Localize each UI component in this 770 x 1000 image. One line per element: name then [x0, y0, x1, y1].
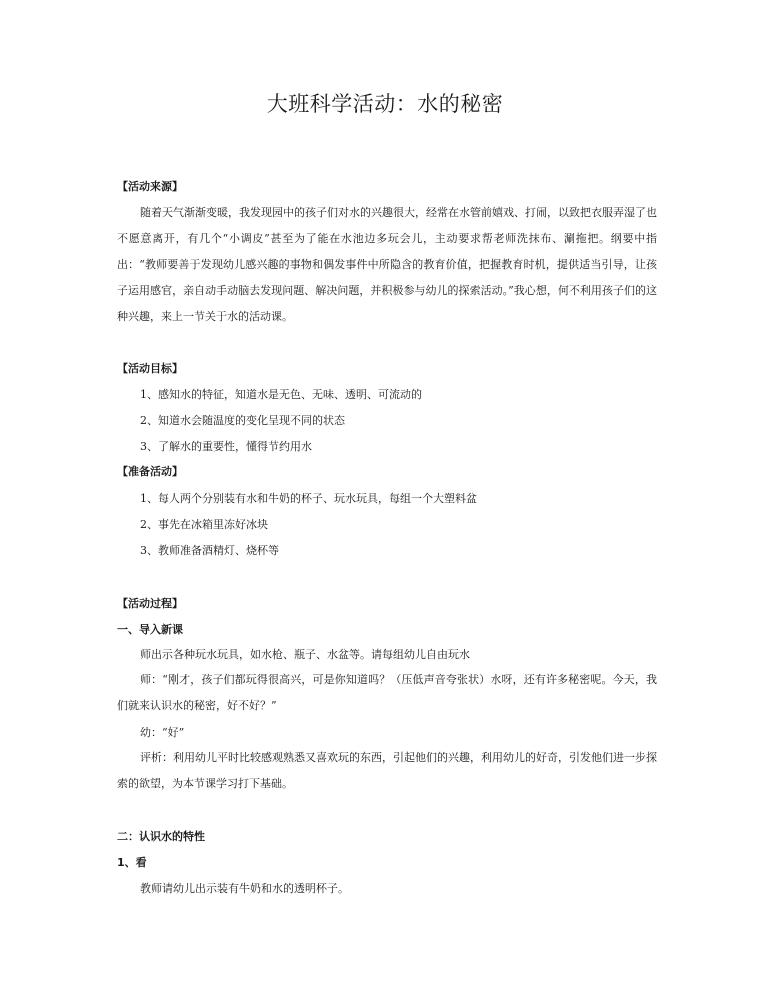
look-line-1: 教师请幼儿出示装有牛奶和水的透明杯子。 [140, 882, 349, 895]
section-heading-prep: 【准备活动】 [117, 465, 183, 478]
intro-line-2: 师：“刚才，孩子们都玩得很高兴，可是你知道吗？（压低声音夸张状）水呀，还有许多秘密呢。今天，我们就来认识水的秘密，好不好？” [117, 673, 657, 712]
intro-line-3: 幼：“好” [140, 726, 185, 739]
prep-item-2: 2、事先在冰箱里冻好冰块 [140, 518, 268, 531]
prep-item-1: 1、每人两个分别装有水和牛奶的杯子、玩水玩具，每组一个大塑料盆 [140, 492, 477, 505]
section-heading-source: 【活动来源】 [117, 180, 183, 193]
goal-item-2: 2、知道水会随温度的变化呈现不同的状态 [140, 414, 345, 427]
goal-item-1: 1、感知水的特征，知道水是无色、无味、透明、可流动的 [140, 388, 422, 401]
page-title: 大班科学活动：水的秘密 [266, 92, 504, 116]
section-heading-process: 【活动过程】 [117, 597, 183, 610]
subsection-heading-intro: 一、导入新课 [117, 623, 183, 636]
subsection-item-look: 1、看 [117, 856, 147, 869]
prep-item-3: 3、教师准备酒精灯、烧杯等 [140, 544, 279, 557]
intro-line-1: 师出示各种玩水玩具，如水枪、瓶子、水盆等。请每组幼儿自由玩水 [140, 648, 470, 661]
section-heading-goals: 【活动目标】 [117, 362, 183, 375]
intro-commentary: 评析：利用幼儿平时比较感观熟悉又喜欢玩的东西，引起他们的兴趣，利用幼儿的好奇，引发他们进一步探索的欲望，为本节课学习打下基础。 [117, 751, 657, 790]
source-paragraph: 随着天气渐渐变暖，我发现园中的孩子们对水的兴趣很大，经常在水管前嬉戏、打闹，以致把衣服弄湿了也不愿意离开，有几个“小调皮”甚至为了能在水池边多玩会儿，主动要求帮老师洗抹布、涮拖把。纲要中指出：“教师要善于发现幼儿感兴趣的事物和偶发事件中所隐含的教育价值，把握教育时机，提供适当引导，让孩子运用感官，亲自动手动脑去发现问题、解决问题，并积极参与幼儿的探索活动。”我心想，何不利用孩子们的这种兴趣，来上一节关于水的活动课。 [117, 206, 657, 323]
subsection-heading-properties: 二：认识水的特性 [117, 830, 205, 843]
goal-item-3: 3、了解水的重要性，懂得节约用水 [140, 440, 312, 453]
